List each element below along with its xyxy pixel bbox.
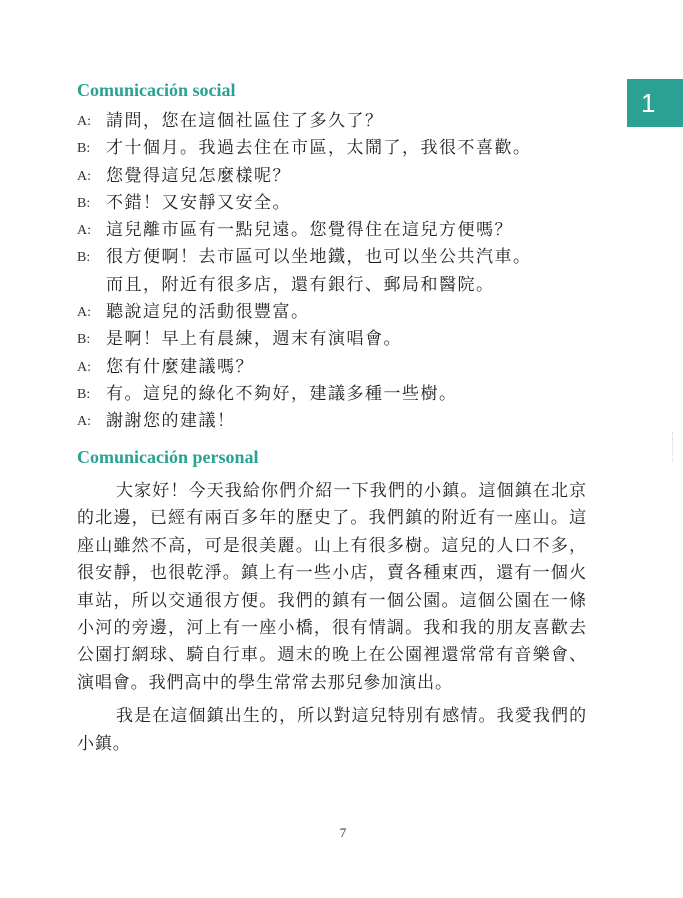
speaker-label: A: [77, 414, 91, 430]
speaker-label: B: [77, 141, 91, 157]
dialogue-line [77, 163, 597, 190]
section-heading-social: Comunicación social [77, 80, 236, 100]
dialogue-line [77, 354, 597, 381]
dialogue-line [77, 326, 597, 353]
speech-text: 不錯！又安靜又安全。 [106, 192, 291, 213]
speech-text: 您覺得這兒怎麼樣呢？ [106, 165, 291, 186]
dialogue-line [77, 244, 597, 271]
speaker-label: A: [77, 359, 91, 375]
speaker-label: A: [77, 114, 91, 129]
chapter-tab: 1 [627, 79, 683, 127]
dialogue-line [77, 135, 597, 162]
dialogue-line [77, 190, 597, 217]
narrative-paragraph: 我是在這個鎮出生的，所以對這兒特別有感情。我愛我們的小鎮。 [77, 706, 587, 754]
speaker-label: A: [77, 223, 91, 239]
dialogue-line [77, 299, 597, 326]
dialogue-line-continuation [77, 272, 597, 299]
dialogue-line [77, 108, 597, 135]
dialogue-line [77, 217, 597, 244]
page-number: 7 [339, 825, 347, 840]
speaker-label: A: [77, 305, 91, 321]
dialogue-line [77, 408, 597, 435]
side-margin-mark [672, 432, 677, 462]
narrative-paragraph: 大家好！今天我給你們介紹一下我們的小鎮。這個鎮在北京的北邊，已經有兩百多年的歷史了。我們鎮的附近有一座山。這座山雖然不高，可是很美麗。山上有很多樹。這兒的人口不多，很安靜，也很乾淨。鎮上有一些小店，賣各種東西，還有一個火車站，所以交通很方便。我們的鎮有一個公園。這個公園在一條小河的旁邊，河上有一座小橋，很有情調。我和我的朋友喜歡去公園打網球、騎自行車。週末的晚上在公園裡還常常有音樂會、演唱會。我們高中的學生常常去那兒參加演出。 [77, 481, 587, 693]
speech-text: 才十個月。我過去住在市區，太鬧了，我很不喜歡。 [106, 138, 532, 159]
speaker-label: B: [77, 332, 91, 348]
speech-text: 有。這兒的綠化不夠好，建議多種一些樹。 [106, 383, 458, 404]
dialogue [77, 108, 597, 436]
speech-text: 而且，附近有很多店，還有銀行、郵局和醫院。 [106, 274, 495, 295]
speaker-label: B: [77, 195, 91, 211]
speech-text: 您有什麼建議嗎？ [106, 356, 254, 377]
speech-text: 請問，您在這個社區住了多久了？ [106, 111, 384, 131]
narrative [77, 478, 587, 758]
speech-text: 聽說這兒的活動很豐富。 [106, 302, 310, 323]
speech-text: 是啊！早上有晨練，週末有演唱會。 [106, 329, 402, 350]
speaker-label: A: [77, 168, 91, 184]
dialogue-line [77, 381, 597, 408]
speaker-label: B: [77, 250, 91, 266]
section-heading-personal: Comunicación personal [77, 447, 259, 467]
speech-text: 這兒離市區有一點兒遠。您覺得住在這兒方便嗎？ [106, 220, 513, 241]
speaker-label: B: [77, 386, 91, 402]
speech-text: 謝謝您的建議！ [106, 411, 236, 432]
speech-text: 很方便啊！去市區可以坐地鐵，也可以坐公共汽車。 [106, 247, 532, 268]
